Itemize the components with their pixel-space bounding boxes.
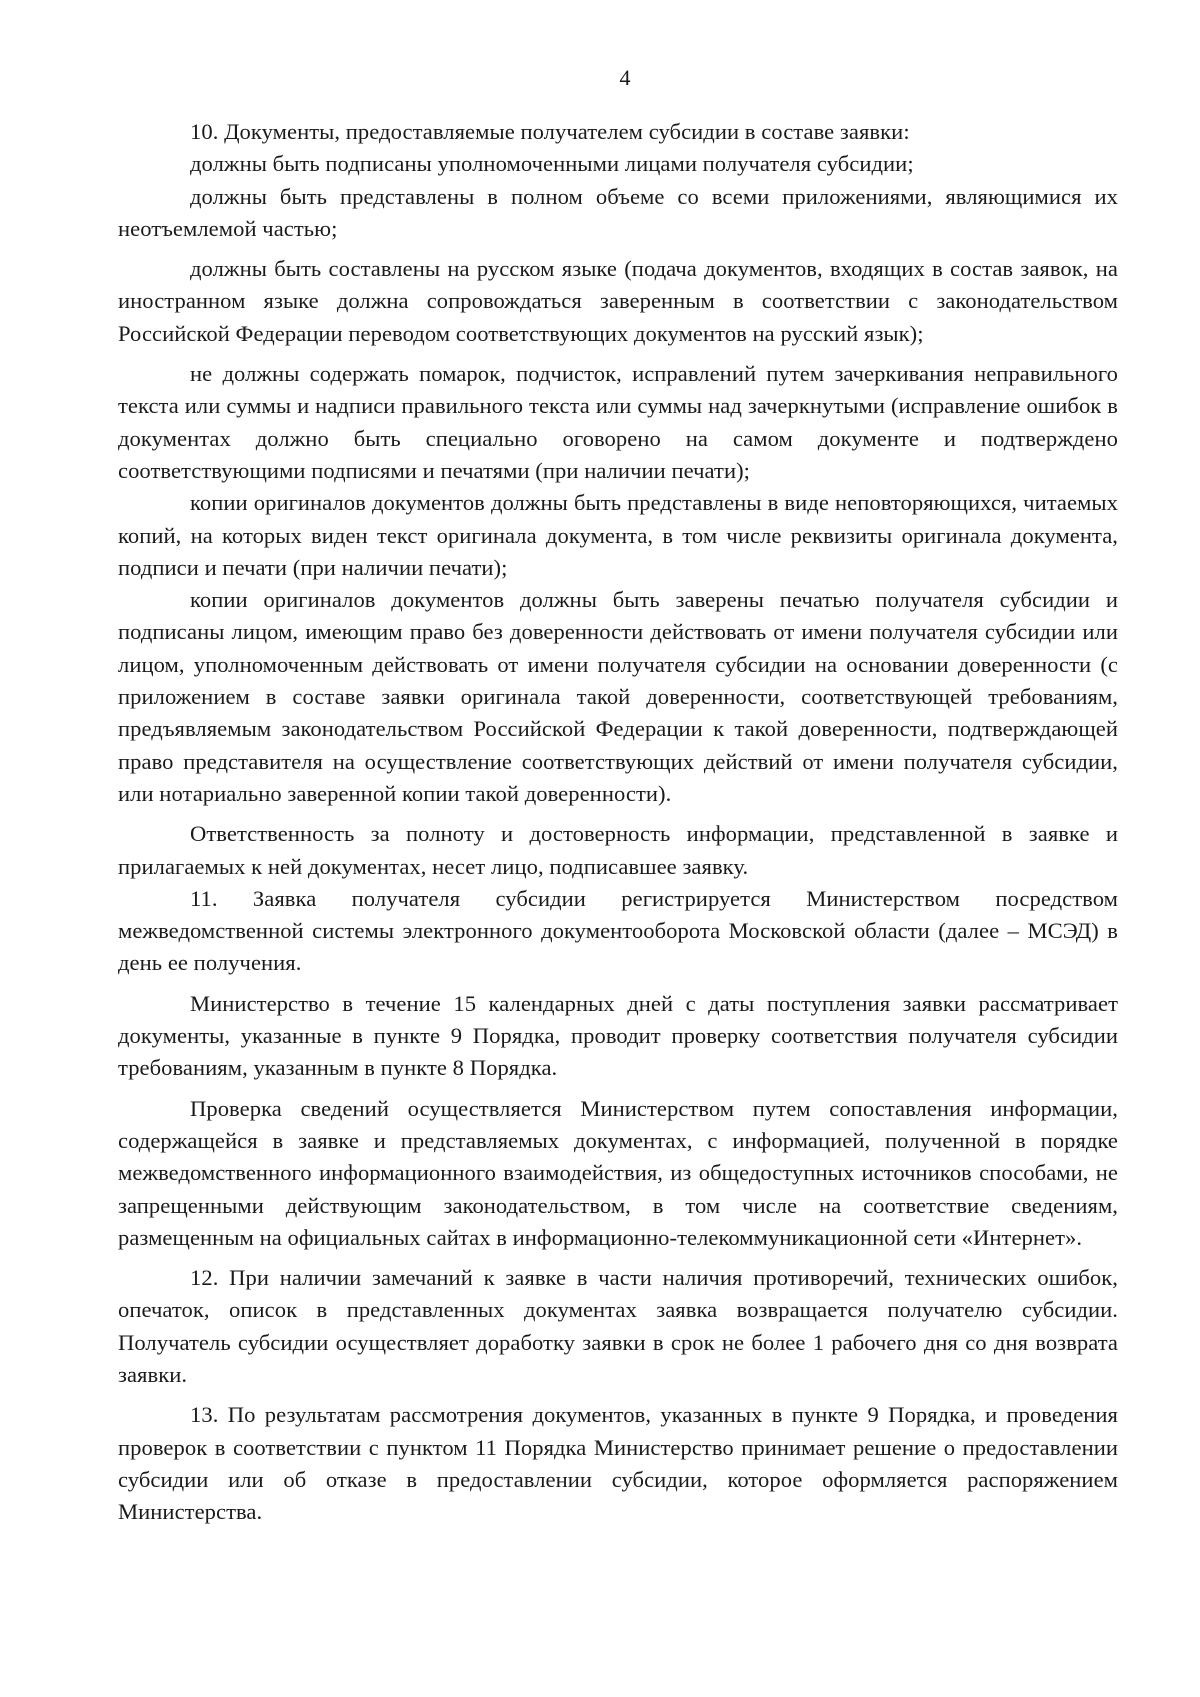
paragraph-12: 12. При наличии замечаний к заявке в части наличия противоречий, технических ошибок, опечаток, описок в представленных документах заявка возвращается получателю субсидии. Получатель субсидии осуществляет доработку заявки в срок не более 1 рабочего дня со дня возврата заявки. xyxy=(118,1265,1118,1387)
paragraph-13: 13. По результатам рассмотрения документов, указанных в пункте 9 Порядка, и проведения проверок в соответствии с пунктом 11 Порядка Министерство принимает решение о предоставлении субсидии или об отказе в предоставлении субсидии, которое оформляется распоряжением Министерства. xyxy=(118,1402,1118,1525)
requirement-russian-language: должны быть составлены на русском языке (подача документов, входящих в состав заявок, на иностранном языке должна сопровождаться заверенным в соответствии с законодательством Российской Федерации переводом соответствующих документов на русский язык); xyxy=(118,256,1118,346)
paragraph-10-heading: 10. Документы, предоставляемые получателем субсидии в составе заявки: xyxy=(190,119,910,144)
page-number: 4 xyxy=(619,65,631,90)
verification-paragraph: Проверка сведений осуществляется Министерством путем сопоставления информации, содержащейся в заявке и представляемых документах, с информацией, полученной в порядке межведомственного информационного взаимодействия, из общедоступных источников способами, не запрещенными действующим законодательством, в том числе на соответствие сведениям, размещенным на официальных сайтах в информационно-телекоммуникационной сети «Интернет». xyxy=(118,1095,1118,1250)
ministry-review-paragraph: Министерство в течение 15 календарных дней с даты поступления заявки рассматривает документы, указанные в пункте 9 Порядка, проводит проверку соответствия получателя субсидии требованиям, указанным в пункте 8 Порядка. xyxy=(118,990,1118,1081)
requirement-signed: должны быть подписаны уполномоченными лицами получателя субсидии; xyxy=(190,151,914,177)
requirement-readable-copies: копии оригиналов документов должны быть представлены в виде неповторяющихся, читаемых копий, на которых виден текст оригинала документа, в том числе реквизиты оригинала документа, подписи и печати (при наличии печати); xyxy=(118,490,1118,580)
paragraph-11: 11. Заявка получателя субсидии регистрируется Министерством посредством межведомственной системы электронного документооборота Московской области (далее – МСЭД) в день ее получения. xyxy=(118,885,1118,976)
requirement-certified-copies: копии оригиналов документов должны быть заверены печатью получателя субсидии и подписаны лицом, имеющим право без доверенности действовать от имени получателя субсидии или лицом, уполномоченным действовать от имени получателя субсидии на основании доверенности (с приложением в составе заявки оригинала такой доверенности, соответствующей требованиям, предъявляемым законодательством Российской Федерации к такой доверенности, подтверждающей право представителя на осуществление соответствующих действий от имени получателя субсидии, или нотариально заверенной копии такой доверенности). xyxy=(118,587,1118,806)
responsibility-paragraph: Ответственность за полноту и достоверность информации, представленной в заявке и прилагаемых к ней документах, несет лицо, подписавшее заявку. xyxy=(118,821,1118,879)
document-body xyxy=(118,116,1118,1528)
requirement-complete: должны быть представлены в полном объеме со всеми приложениями, являющимися их неотъемлемой частью; xyxy=(118,183,1118,241)
requirement-no-corrections: не должны содержать помарок, подчисток, исправлений путем зачеркивания неправильного текста или суммы и надписи правильного текста или суммы над зачеркнутыми (исправление ошибок в документах должно быть специально оговорено на самом документе и подтверждено соответствующими подписями и печатями (при наличии печати); xyxy=(118,361,1118,483)
